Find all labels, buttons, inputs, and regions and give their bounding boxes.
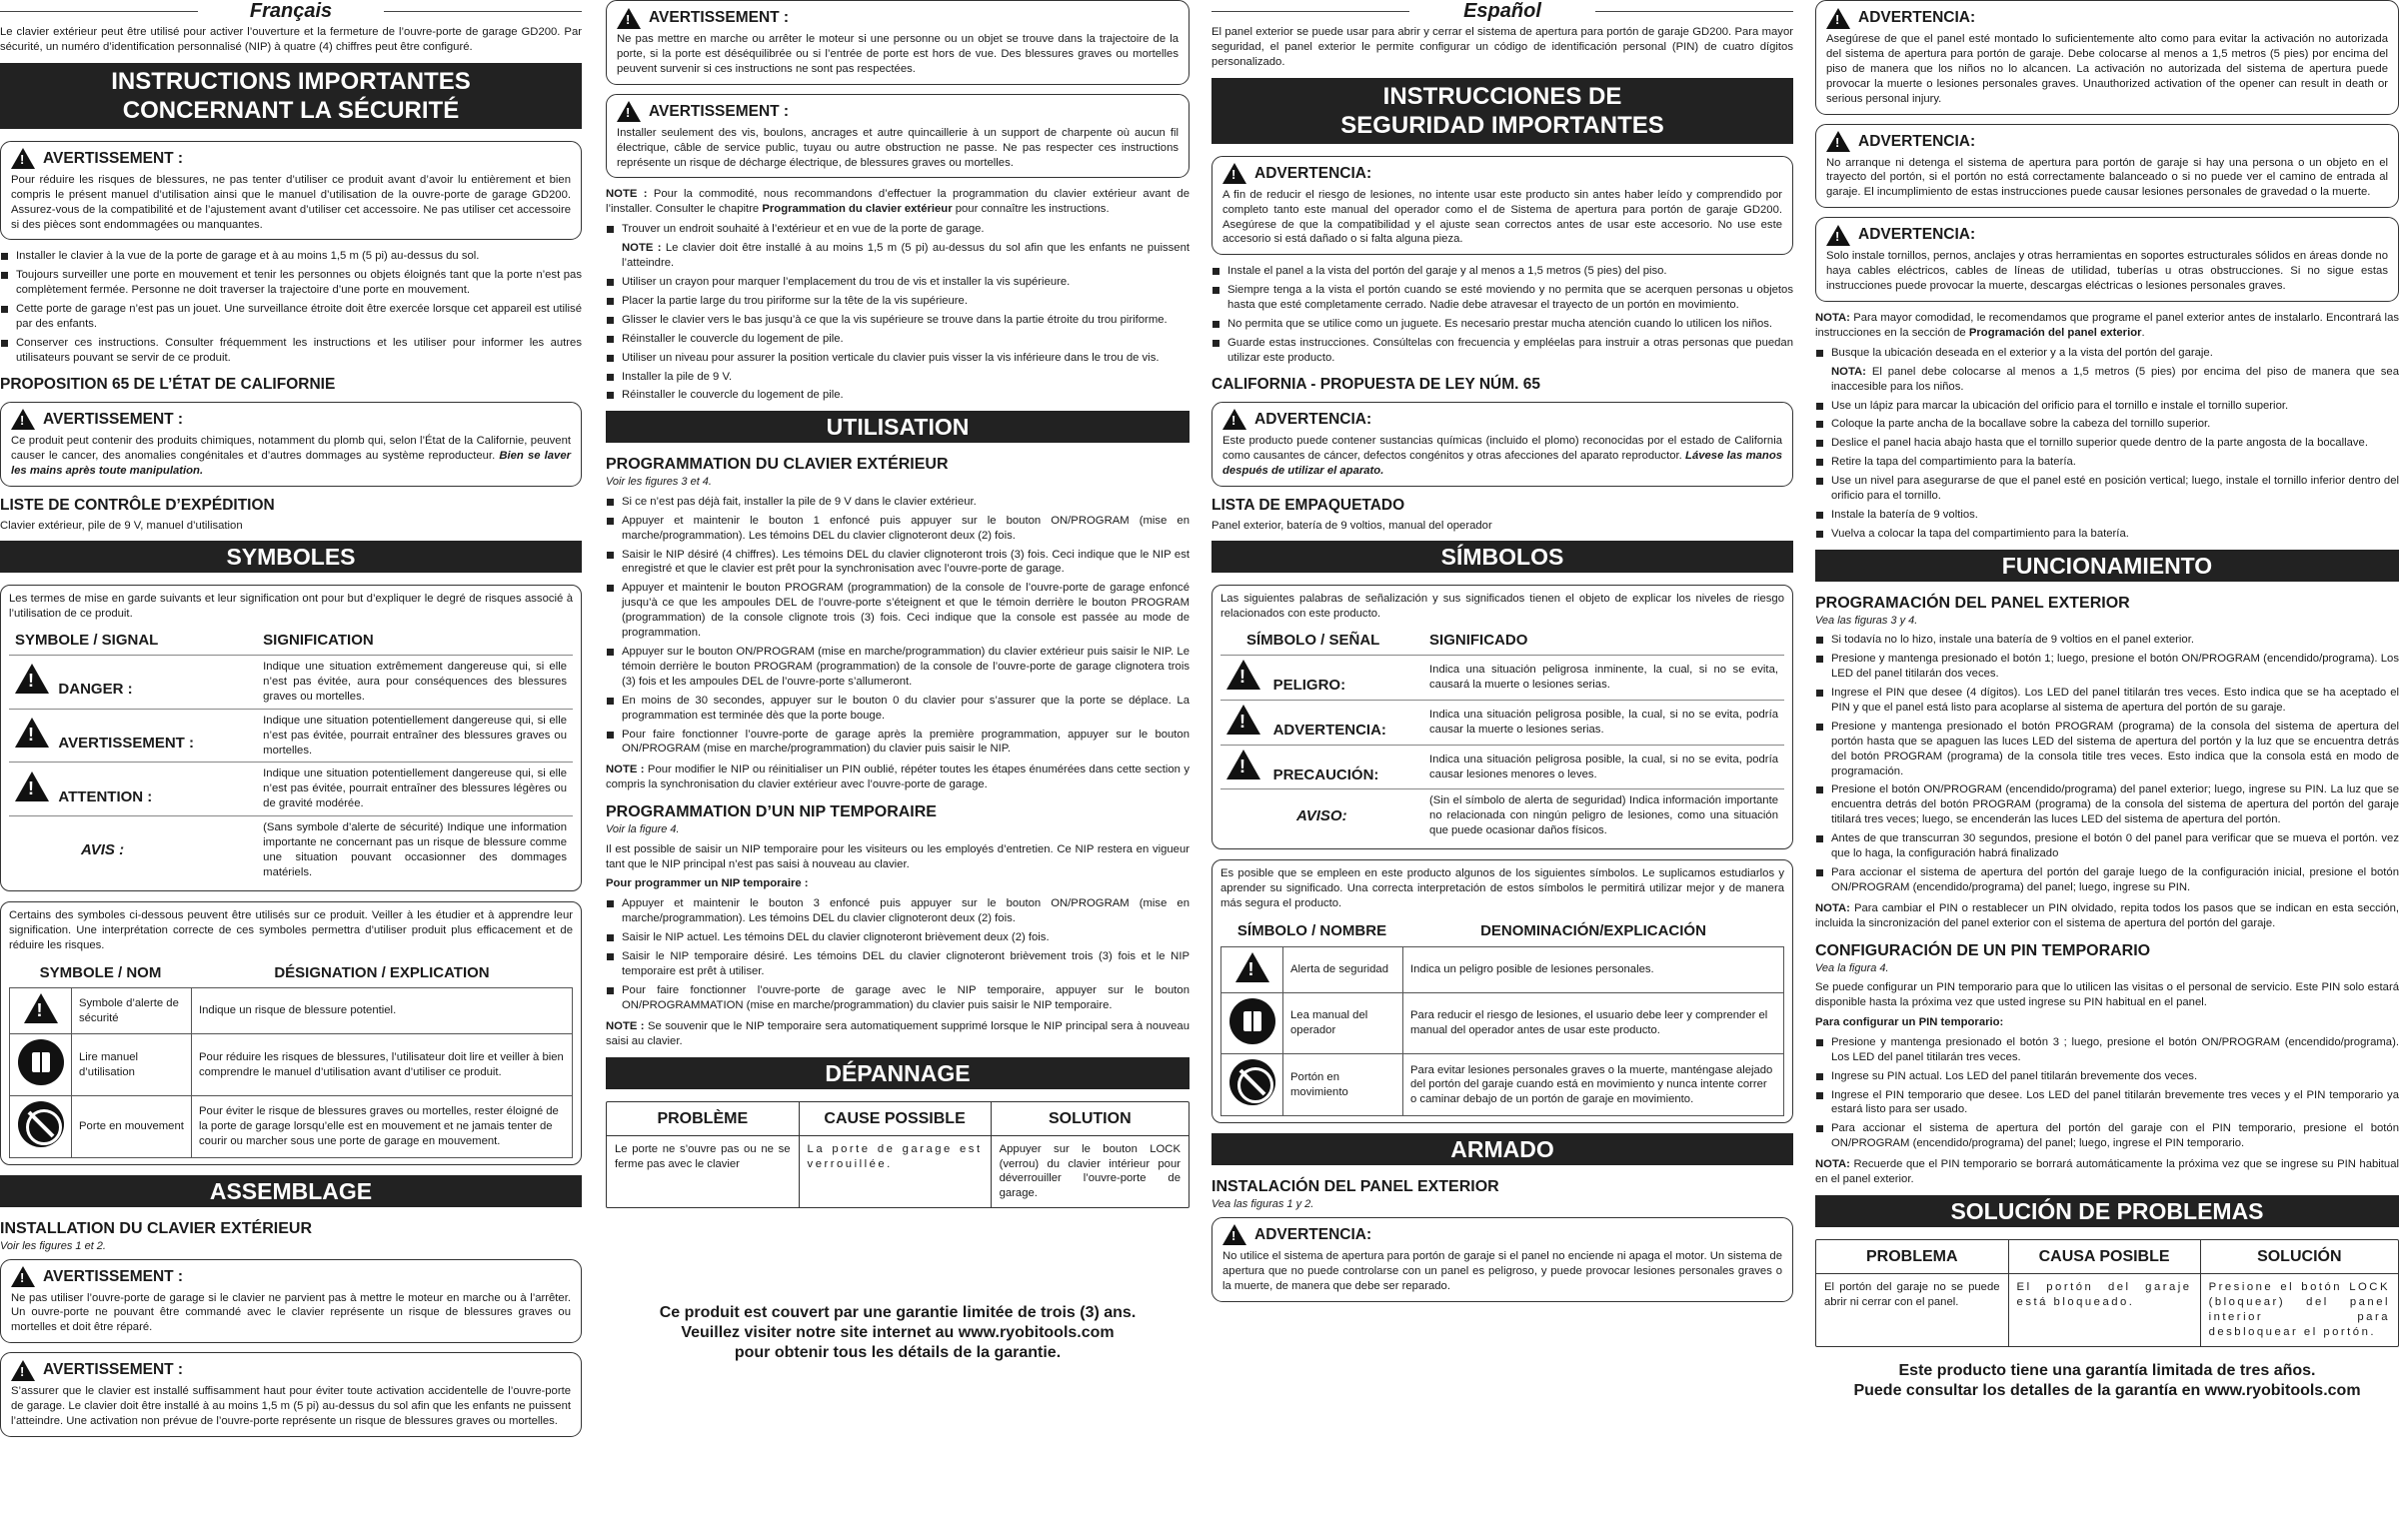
warning-triangle-icon (1226, 705, 1260, 735)
es-intro: El panel exterior se puede usar para abrir y cerrar el sistema de apertura para portón de garaje GD200. Para mayor seguridad, el panel exterior le permite configurar un código de identificación personal (PIN) de cuatro dígitos personalizado. (1211, 26, 1793, 68)
es-install-steps (1815, 346, 2399, 542)
es-warning-box: ! ADVERTENCIA: No utilice el sistema de apertura para portón de garaje si el panel no enciende ni apaga el motor. Un sistema de apertura que no puede controlarse con un panel es peligroso, y puede provocar lesiones personales graves o la muerte, de manera que debe ser reparado. (1211, 1217, 1793, 1302)
list-item: Busque la ubicación deseada en el exterior y a la vista del portón del garaje. (1815, 346, 2399, 361)
list-item: Pour faire fonctionner l’ouvre-porte de garage après la première programmation, appuyer sur le bouton ON/PROGRAM (mise en marche/programmation) du clavier puis saisir le NIP. (606, 728, 1190, 758)
list-item-note: NOTA: El panel debe colocarse al menos a 1,5 metros (5 pies) por encima del piso de manera que sea inaccesible para los niños. (1831, 365, 2399, 393)
list-item-note: NOTE : Le clavier doit être installé à au moins 1,5 m (5 pi) au-dessus du sol afin que les enfants ne puissent l’atteindre. (622, 242, 1190, 270)
list-item: Presione y mantenga presionado el botón 3 ; luego, presione el botón ON/PROGRAM (encendido/programa). Los LED del panel titilarán tres veces. (1815, 1035, 2399, 1065)
es-symbol-table-box: Es posible que se empleen en este producto algunos de los siguientes símbolos. Le suplicamos estudiarlos y aprender su significado. Una correcta interpretación de estos símbolos le permitirá utilizar mejor y de manera más segura el producto. SÍMBOLO / NOMBRE DENOMINACIÓN/EXPLICACIÓN ! Alerta de seguridad Indica un peligro posible de lesiones personales. Lea manual del operador Para reducir el riesgo de lesiones, el usuario debe leer y comprender el manual del operador antes de usar este producto. Portón en movimiento Para evitar lesiones personales graves o la muerte, manténgase alejado del portón del garaje cuando está en movimiento y nunca intente correr o caminar debajo de un portón de garaje en movimiento. (1211, 859, 1793, 1123)
list-item: Siempre tenga a la vista el portón cuando se esté moviendo y no permita que se acerquen personas u objetos hasta que esté completamente cerrado. Nadie debe atravesar el trayecto de un portón en movimiento. (1211, 283, 1793, 313)
fr-column-1: Français Le clavier extérieur peut être utilisé pour activer l’ouverture et la fermeture de l’ouvre-porte de garage GD200. Par sécurité, un numéro d’identification personnalisé (NIP) à quatre (4) chiffres peut être configuré. INSTRUCTIONS IMPORTANTES CONCERNANT LA SÉCURITÉ ! AVERTISSEMENT : Pour réduire les risques de blessures, ne pas tenter d’utiliser ce produit avant d’avoir lu entièrement et bien compris le présent manuel d’utilisation ainsi que le manuel d’utilisation de la ouvre-porte de garage GD200. Assurez-vous de la compatibilité et de l’ajustement avant d’utiliser cet accessoire. Ne pas utiliser cet accessoire si des pièces sont endommagées ou manquantes. Installer le clavier à la vue de la porte de garage et à au moins 1,5 m (5 pi) au-dessus du sol. Toujours surveiller une porte en mouvement et tenir les personnes ou objets éloignés tant que la porte n’est pas complètement fermée. Personne ne doit traverser la trajectoire d’une porte en mouvement. Cette porte de garage n’est pas un jouet. Une surveillance étroite doit être exercée lorsque cet appareil est utilisé par des enfants. Conserver ces instructions. Consulter fréquemment les instructions et les utiliser pour informer les autres utilisateurs pouvant se servir de ce produit. PROPOSITION 65 DE L’ÉTAT DE CALIFORNIE ! AVERTISSEMENT : Ce produit peut contenir des produits chimiques, notamment du plomb qui, selon l’État de la Californie, peuvent causer le cancer, des anomalies congénitales et d’autres dommages au système reproducteur. Bien se laver les mains après toute manipulation. LISTE DE CONTRÔLE D’EXPÉDITION Clavier extérieur, pile de 9 V, manuel d’utilisation SYMBOLES Les termes de mise en garde suivants et leur signification ont pour but d’expliquer le degré de risques associé à l’utilisation de ce produit. SYMBOLE / SIGNAL SIGNIFICATION ! DANGER : Indique une situation extrêmement dangereuse qui, si elle n’est pas évitée, aura pour conséquences des blessures graves ou mortelles. ! AVERTISSEMENT : Indique une situation potentiellement dangereuse qui, si elle n’est pas évitée, pourrait entraîner des blessures graves ou mortelles. ! ATTENTION : Indique une situation potentiellement dangereuse qui, si elle n’est pas évitée, pourrait entraîner des blessures légères ou de gravité modérée. AVIS : (Sans symbole d’alerte de sécurité) Indique une information importante ne concernant pas un risque de blessure comme une situation pouvant occasionner des dommages matériels. Certains des symboles ci-dessous peuvent être utilisés sur ce produit. Veiller à les étudier et à apprendre leur signification. Une interprétation correcte de ces symboles permettra d’utiliser produit plus efficacement et de réduire les risques. SYMBOLE / NOM DÉSIGNATION / EXPLICATION ! Symbole d’alerte de sécurité Indique un risque de blessure potentiel. Lire manuel d’utilisation Pour réduire les risques de blessures, l’utilisateur doit lire et veiller à bien comprendre le manuel d’utilisation avant d’utiliser ce produit. Porte en mouvement Pour éviter le risque de blessures graves ou mortelles, rester éloigné de la porte de garage lorsqu’elle est en mouvement et ne jamais tenter de courir ou marcher sous une porte de garage en mouvement. ASSEMBLAGE INSTALLATION DU CLAVIER EXTÉRIEUR Voir les figures 1 et 2. ! AVERTISSEMENT : Ne pas utiliser l’ouvre-porte de garage si le clavier ne parvient pas à mettre le moteur en marche ou à l’arrêter. Un ouvre-porte ne pouvant être commandé avec le clavier représente un risque de blessures graves ou mortelles et doit être réparé. ! AVERTISSEMENT : S’assurer que le clavier est installé suffisamment haut pour éviter toute activation accidentelle de l’ouvre-porte de garage. Le clavier doit être installé à au moins 1,5 m (5 pi) au-dessus du sol afin que les enfants ne puissent l’atteindre. Une activation non prévue de l’ouvre-porte représente un risque de blessures graves ou mortelles. (0, 0, 582, 1540)
list-item: Réinstaller le couvercle du logement de pile. (606, 388, 1190, 403)
fr-safety-banner: INSTRUCTIONS IMPORTANTES CONCERNANT LA SÉCURITÉ (0, 63, 582, 129)
warning-triangle-icon (15, 718, 49, 748)
list-item: En moins de 30 secondes, appuyer sur le bouton 0 du clavier pour s’assurer que la porte se déplace. La programmation est terminée dès que la porte bouge. (606, 694, 1190, 724)
list-item: Ingrese el PIN temporario que desee. Los LED del panel titilarán brevemente tres veces y el PIN temporario ya estará listo para ser usado. (1815, 1088, 2399, 1118)
list-item: Cette porte de garage n’est pas un jouet. Une surveillance étroite doit être exercée lorsque cet appareil est utilisé par des enfants. (0, 302, 582, 332)
list-item: Antes de que transcurran 30 segundos, presione el botón 0 del panel para verificar que se mueva el portón. vez que lo haga, la configuración habrá finalizado (1815, 831, 2399, 861)
es-assembly-banner: ARMADO (1211, 1133, 1793, 1165)
es-checklist: Panel exterior, batería de 9 voltios, manual del operador (1211, 519, 1492, 532)
list-item: Si ce n’est pas déjà fait, installer la pile de 9 V dans le clavier extérieur. (606, 495, 1190, 510)
danger-triangle-icon (15, 664, 49, 694)
es-prop65-warning: ! ADVERTENCIA: Este producto puede contener sustancias químicas (incluido el plomo) reconocidas por el estado de California como causantes de cáncer, defectos congénitos y otras afecciones del aparato reproductor. Lávese las manos después de utilizar el aparato. (1211, 402, 1793, 487)
es-checklist-title: LISTA DE EMPAQUETADO (1211, 496, 1405, 514)
warning-triangle-icon (11, 409, 35, 430)
fr-column-2: ! AVERTISSEMENT : Ne pas mettre en marche ou arrêter le moteur si une personne ou un objet se trouve dans la trajectoire de la porte, si la porte est déséquilibrée ou si l’entrée de porte est hors de vue. Des blessures graves ou mortelles peuvent survenir si ces instructions ne sont pas respectées. ! AVERTISSEMENT : Installer seulement des vis, boulons, ancrages et autre quincaillerie à un support de charpente où aucun fil électrique, câble de service public, tuyau ou autre obstruction ne passe. Ne pas respecter ces instructions représente un risque de décharge électrique, de blessures graves ou mortelles. NOTE : Pour la commodité, nous recommandons d’effectuer la programmation du clavier extérieur avant de l’installer. Consulter le chapitre Programmation du clavier extérieur pour connaître les instructions. Trouver un endroit souhaité à l’extérieur et en vue de la porte de garage. NOTE : Le clavier doit être installé à au moins 1,5 m (5 pi) au-dessus du sol afin que les enfants ne puissent l’atteindre. Utiliser un crayon pour marquer l’emplacement du trou de vis et installer la vis supérieure. Placer la partie large du trou piriforme sur la tête de la vis supérieure. Glisser le clavier vers le bas jusqu’à ce que la vis supérieure se trouve dans la partie étroite du trou piriforme. Réinstaller le couvercle du logement de pile. Utiliser un niveau pour assurer la position verticale du clavier puis visser la vis inférieure dans le trou de vis. Installer la pile de 9 V. Réinstaller le couvercle du logement de pile. UTILISATION PROGRAMMATION DU CLAVIER EXTÉRIEUR Voir les figures 3 et 4. Si ce n’est pas déjà fait, installer la pile de 9 V dans le clavier extérieur. Appuyer et maintenir le bouton 1 enfoncé puis appuyer sur le bouton ON/PROGRAM (mise en marche/programmation). Les témoins DEL du clavier clignoteront deux (2) fois. Saisir le NIP désiré (4 chiffres). Les témoins DEL du clavier clignoteront trois (3) fois. Ceci indique que le NIP est enregistré et que le clavier est prêt pour la synchronisation avec l’ouvre-porte de garage. Appuyer et maintenir le bouton PROGRAM (programmation) de la console de l’ouvre-porte de garage enfoncé jusqu’à ce que les ampoules DEL de l’ouvre-porte s’éteignent et que le témoin derrière le bouton PROGRAM (programmation) de la console clignote trois (3) fois. Ceci indique que la console est passée au mode de programmation. Appuyer sur le bouton ON/PROGRAM (mise en marche/programmation) du clavier extérieur puis saisir le NIP. Le témoin derrière le bouton PROGRAM (programmation) de la console de l’ouvre-porte de garage clignotera trois (3) fois et les ampoules DEL de l’ouvre-porte s’allumeront. En moins de 30 secondes, appuyer sur le bouton 0 du clavier pour s’assurer que la porte se déplace. La programmation est terminée dès que la porte bouge. Pour faire fonctionner l’ouvre-porte de garage après la première programmation, appuyer sur le bouton ON/PROGRAM (mise en marche/programmation) du clavier puis saisir le NIP. NOTE : Pour modifier le NIP ou réinitialiser un PIN oublié, répéter toutes les étapes énumérées dans cette section y compris la synchronisation du clavier extérieur avec l’ouvre-porte de garage. PROGRAMMATION D’UN NIP TEMPORAIRE Voir la figure 4. Il est possible de saisir un NIP temporaire pour les visiteurs ou les employés d’entretien. Ce NIP restera en vigueur tant que le NIP principal n’est pas saisi à nouveau au clavier. Pour programmer un NIP temporaire : Appuyer et maintenir le bouton 3 enfoncé puis appuyer sur le bouton ON/PROGRAM (mise en marche/programmation). Les témoins DEL du clavier clignoteront deux (2) fois. Saisir le NIP actuel. Les témoins DEL du clavier clignoteront brièvement deux (2) fois. Saisir le NIP temporaire désiré. Les témoins DEL du clavier clignoteront brièvement trois (3) fois et le NIP temporaire est prêt à utiliser. Pour faire fonctionner l’ouvre-porte de garage avec le NIP temporaire, appuyer sur le bouton ON/PROGRAMMATION (mise en marche/programmation) du clavier puis saisir le NIP temporaire. NOTE : Se souvenir que le NIP temporaire sera automatiquement supprimé lorsque le NIP principal sera à nouveau saisi au clavier. DÉPANNAGE PROBLÈME CAUSE POSSIBLE SOLUTION Le porte ne s’ouvre pas ou ne se ferme pas avec le clavier La porte de garage est verrouillée. Appuyer sur le bouton LOCK (verrou) du clavier intérieur pour déverrouiller l’ouvre-porte de garage. Ce produit est couvert par une garantie limitée de trois (3) ans. Veuillez visiter notre site internet au www.ryobitools.com pour obtenir tous les détails de la garantie. (606, 0, 1190, 1540)
table-row: Le porte ne s’ouvre pas ou ne se ferme pas avec le clavier La porte de garage est verrouillée. Appuyer sur le bouton LOCK (verrou) du clavier intérieur pour déverrouiller l’ouvre-porte de garage. (607, 1135, 1189, 1207)
es-signal-table: SÍMBOLO / SEÑAL SIGNIFICADO ! PELIGRO: Indica una situación peligrosa inminente, la cual, si no se evita, causará la muerte o lesiones serias. ! ADVERTENCIA: Indica una situación peligrosa posible, la cual, si no se evita, podría causar la muerte o lesiones serias. ! PRECAUCIÓN: Indica una situación peligrosa posible, la cual, si no se evita, podría causar lesiones menores o leves. AVISO: (Sin el símbolo de alerta de seguridad) Indica información importante no relacionada con ningún peligro de lesiones, como una situación que puede ocasionar daños físicos. (1220, 627, 1784, 842)
warning-triangle-icon (1826, 225, 1850, 246)
warning-triangle-icon (11, 148, 35, 169)
list-item: Saisir le NIP actuel. Les témoins DEL du clavier clignoteront brièvement deux (2) fois. (606, 930, 1190, 945)
caution-triangle-icon (15, 771, 49, 801)
read-manual-icon (1229, 998, 1275, 1044)
es-temp-pin-note: NOTA: Recuerde que el PIN temporario se borrará automáticamente la próxima vez que se ingrese su PIN habitual en el panel exterior. (1815, 1158, 2399, 1186)
warning-triangle-icon (1222, 163, 1246, 184)
fr-temp-pin-note: NOTE : Se souvenir que le NIP temporaire sera automatiquement supprimé lorsque le NIP principal sera à nouveau saisi au clavier. (606, 1019, 1190, 1047)
es-programming-title: PROGRAMACIÓN DEL PANEL EXTERIOR (1815, 594, 2130, 612)
fr-warning-box: ! AVERTISSEMENT : Installer seulement des vis, boulons, ancrages et autre quincaillerie à un support de charpente où aucun fil électrique, câble de service public, tuyau ou autre obstruction ne passe. Ne pas respecter ces instructions représente un risque de décharge électrique, de blessures graves ou mortelles. (606, 94, 1190, 179)
fr-symbol-table-box: Certains des symboles ci-dessous peuvent être utilisés sur ce produit. Veiller à les étudier et à apprendre leur signification. Une interprétation correcte de ces symboles permettra d’utiliser produit plus efficacement et de réduire les risques. SYMBOLE / NOM DÉSIGNATION / EXPLICATION ! Symbole d’alerte de sécurité Indique un risque de blessure potentiel. Lire manuel d’utilisation Pour réduire les risques de blessures, l’utilisateur doit lire et veiller à bien comprendre le manuel d’utilisation avant d’utiliser ce produit. Porte en mouvement Pour éviter le risque de blessures graves ou mortelles, rester éloigné de la porte de garage lorsqu’elle est en mouvement et ne jamais tenter de courir ou marcher sous une porte de garage en mouvement. (0, 901, 582, 1165)
fr-warning-box: ! AVERTISSEMENT : Pour réduire les risques de blessures, ne pas tenter d’utiliser ce produit avant d’avoir lu entièrement et bien compris le présent manuel d’utilisation ainsi que le manuel d’utilisation de la ouvre-porte de garage GD200. Assurez-vous de la compatibilité et de l’ajustement avant d’utiliser cet accessoire. Ne pas utiliser cet accessoire si des pièces sont endommagées ou manquantes. (0, 141, 582, 241)
es-warning-box: ! ADVERTENCIA: Asegúrese de que el panel esté montado lo suficientemente alto como para evitar la activación no autorizada del sistema de apertura para portón de garaje. Debe colocarse al menos a 1,5 metros (5 pies) por encima del piso de manera que los niños no lo alcancen. La activación no autorizada del sistema de apertura puede provocar la muerte o lesiones personales graves. Unauthorized activation of the opener can result in death or serious personal injury. (1815, 0, 2399, 115)
fr-programming-title: PROGRAMMATION DU CLAVIER EXTÉRIEUR (606, 456, 949, 474)
list-item: Appuyer sur le bouton ON/PROGRAM (mise en marche/programmation) du clavier extérieur puis saisir le NIP. Le témoin derrière le bouton PROGRAM (programmation) de la console de l’ouvre-porte de garage clignotera trois (3) fois et les ampoules DEL de l’ouvre-porte s’allumeront. (606, 645, 1190, 690)
fr-programming-steps (606, 495, 1190, 758)
fr-safety-list (0, 249, 582, 365)
list-item: Glisser le clavier vers le bas jusqu’à ce que la vis supérieure se trouve dans la partie étroite du trou piriforme. (606, 313, 1190, 328)
fr-signal-table: SYMBOLE / SIGNAL SIGNIFICATION ! DANGER : Indique une situation extrêmement dangereuse qui, si elle n’est pas évitée, aura pour conséquences des blessures graves ou mortelles. ! AVERTISSEMENT : Indique une situation potentiellement dangereuse qui, si elle n’est pas évitée, pourrait entraîner des blessures graves ou mortelles. ! ATTENTION : Indique une situation potentiellement dangereuse qui, si elle n’est pas évitée, pourrait entraîner des blessures légères ou de gravité modérée. AVIS : (Sans symbole d’alerte de sécurité) Indique une information importante ne concernant pas un risque de blessure comme une situation pouvant occasionner des dommages matériels. (9, 627, 573, 884)
list-item: Ingrese el PIN que desee (4 dígitos). Los LED del panel titilarán tres veces. Esto indica que se ha aceptado el PIN y que el panel está listo para acoplarse al sistema de apertura del portón de su garaje. (1815, 686, 2399, 716)
list-item: Use un nivel para asegurarse de que el panel esté en posición vertical; luego, instale el tornillo inferior dentro del orificio para el tornillo. (1815, 474, 2399, 504)
list-item: Trouver un endroit souhaité à l’extérieur et en vue de la porte de garage. (606, 222, 1190, 237)
moving-door-icon (18, 1101, 64, 1147)
es-warning-box: ! ADVERTENCIA: A fin de reducir el riesgo de lesiones, no intente usar este producto sin antes haber leído y comprendido por completo tanto este manual del operador como el de Sistema de apertura para portón de garaje GD200. Asegúrese de que la compatibilidad y el ajuste sean correctos antes de usar este accesorio. No use este accesorio si está dañado o si falta alguna pieza. (1211, 156, 1793, 256)
fr-warning-box: ! AVERTISSEMENT : Ne pas mettre en marche ou arrêter le moteur si une personne ou un objet se trouve dans la trajectoire de la porte, si la porte est déséquilibrée ou si l’entrée de porte est hors de vue. Des blessures graves ou mortelles peuvent survenir si ces instructions ne sont pas respectées. (606, 0, 1190, 85)
list-item: Conserver ces instructions. Consulter fréquemment les instructions et les utiliser pour informer les autres utilisateurs pouvant se servir de ce produit. (0, 336, 582, 366)
fr-symbols-banner: SYMBOLES (0, 541, 582, 573)
list-item: Si todavía no lo hizo, instale una batería de 9 voltios en el panel exterior. (1815, 633, 2399, 648)
moving-door-icon (1229, 1059, 1275, 1105)
list-item: Toujours surveiller une porte en mouvement et tenir les personnes ou objets éloignés tant que la porte n’est pas complètement fermée. Personne ne doit traverser la trajectoire d’une porte en mouvement. (0, 268, 582, 298)
es-troubleshooting-table-box (1815, 1239, 2399, 1347)
fr-programming-note: NOTE : Pour modifier le NIP ou réinitialiser un PIN oublié, répéter toutes les étapes énumérées dans cette section y compris la synchronisation du clavier extérieur avec l’ouvre-porte de garage. (606, 764, 1190, 791)
list-item: Vuelva a colocar la tapa del compartimiento para la batería. (1815, 527, 2399, 542)
list-item: Use un lápiz para marcar la ubicación del orificio para el tornillo e instale el tornillo superior. (1815, 399, 2399, 414)
es-troubleshooting-banner: SOLUCIÓN DE PROBLEMAS (1815, 1195, 2399, 1227)
list-item: Ingrese su PIN actual. Los LED del panel titilarán brevemente dos veces. (1815, 1069, 2399, 1084)
es-column-1: Español El panel exterior se puede usar para abrir y cerrar el sistema de apertura para portón de garaje GD200. Para mayor seguridad, el panel exterior le permite configurar un código de identificación personal (PIN) de cuatro dígitos personalizado. INSTRUCCIONES DE SEGURIDAD IMPORTANTES ! ADVERTENCIA: A fin de reducir el riesgo de lesiones, no intente usar este producto sin antes haber leído y comprendido por completo tanto este manual del operador como el de Sistema de apertura para portón de garaje GD200. Asegúrese de que la compatibilidad y el ajuste sean correctos antes de usar este accesorio. No use este accesorio si está dañado o si falta alguna pieza. Instale el panel a la vista del portón del garaje y al menos a 1,5 metros (5 pies) del piso. Siempre tenga a la vista el portón cuando se esté moviendo y no permita que se acerquen personas u objetos hasta que esté completamente cerrado. Nadie debe atravesar el trayecto de un portón en movimiento. No permita que se utilice como un juguete. Es necesario prestar mucha atención cuando lo utilicen los niños. Guarde estas instrucciones. Consúltelas con frecuencia y empléelas para instruir a otras personas que puedan utilizar este producto. CALIFORNIA - PROPUESTA DE LEY NÚM. 65 ! ADVERTENCIA: Este producto puede contener sustancias químicas (incluido el plomo) reconocidas por el estado de California como causantes de cáncer, defectos congénitos y otras afecciones del aparato reproductor. Lávese las manos después de utilizar el aparato. LISTA DE EMPAQUETADO Panel exterior, batería de 9 voltios, manual del operador SÍMBOLOS Las siguientes palabras de señalización y sus significados tienen el objeto de explicar los niveles de riesgo relacionados con este producto. SÍMBOLO / SEÑAL SIGNIFICADO ! PELIGRO: Indica una situación peligrosa inminente, la cual, si no se evita, causará la muerte o lesiones serias. ! ADVERTENCIA: Indica una situación peligrosa posible, la cual, si no se evita, podría causar la muerte o lesiones serias. ! PRECAUCIÓN: Indica una situación peligrosa posible, la cual, si no se evita, podría causar lesiones menores o leves. AVISO: (Sin el símbolo de alerta de seguridad) Indica información importante no relacionada con ningún peligro de lesiones, como una situación que puede ocasionar daños físicos. Es posible que se empleen en este producto algunos de los siguientes símbolos. Le suplicamos estudiarlos y aprender su significado. Una correcta interpretación de estos símbolos le permitirá utilizar mejor y de manera más segura el producto. SÍMBOLO / NOMBRE DENOMINACIÓN/EXPLICACIÓN ! Alerta de seguridad Indica un peligro posible de lesiones personales. Lea manual del operador Para reducir el riesgo de lesiones, el usuario debe leer y comprender el manual del operador antes de usar este producto. Portón en movimiento Para evitar lesiones personales graves o la muerte, manténgase alejado del portón del garaje cuando está en movimiento y nunca intente correr o caminar debajo de un portón de garaje en movimiento. ARMADO INSTALACIÓN DEL PANEL EXTERIOR Vea las figuras 1 y 2. ! ADVERTENCIA: No utilice el sistema de apertura para portón de garaje si el panel no enciende ni apaga el motor. Un sistema de apertura que no puede controlarse con un panel es peligroso, y puede provocar lesiones personales graves o la muerte, de manera que debe ser reparado. (1211, 0, 1793, 1540)
list-item: Appuyer et maintenir le bouton PROGRAM (programmation) de la console de l’ouvre-porte de garage enfoncé jusqu’à ce que les ampoules DEL de l’ouvre-porte s’éteignent et que le témoin derrière le bouton PROGRAM (programmation) de la console clignote trois (3) fois. Ceci indique que la console est passée au mode de programmation. (606, 581, 1190, 641)
warning-triangle-icon (11, 1360, 35, 1381)
list-item: No permita que se utilice como un juguete. Es necesario prestar mucha atención cuando lo utilicen los niños. (1211, 317, 1793, 332)
fr-language-heading: Français (0, 0, 582, 22)
es-prop65-title: CALIFORNIA - PROPUESTA DE LEY NÚM. 65 (1211, 375, 1540, 393)
es-symbol-table: SÍMBOLO / NOMBRE DENOMINACIÓN/EXPLICACIÓN ! Alerta de seguridad Indica un peligro posible de lesiones personales. Lea manual del operador Para reducir el riesgo de lesiones, el usuario debe leer y comprender el manual del operador antes de usar este producto. Portón en movimiento Para evitar lesiones personales graves o la muerte, manténgase alejado del portón del garaje cuando está en movimiento y nunca intente correr o caminar debajo de un portón de garaje en movimiento. (1220, 916, 1784, 1117)
warning-triangle-icon (617, 8, 641, 29)
list-item: Instale la batería de 9 voltios. (1815, 508, 2399, 523)
fr-install-note: NOTE : Pour la commodité, nous recommandons d’effectuer la programmation du clavier extérieur avant de l’installer. Consulter le chapitre Programmation du clavier extérieur pour connaître les instructions. (606, 188, 1190, 216)
list-item: Installer la pile de 9 V. (606, 370, 1190, 385)
fr-assembly-banner: ASSEMBLAGE (0, 1175, 582, 1207)
list-item: Instale el panel a la vista del portón del garaje y al menos a 1,5 metros (5 pies) del piso. (1211, 264, 1793, 279)
list-item: Coloque la parte ancha de la bocallave sobre la cabeza del tornillo superior. (1815, 417, 2399, 432)
fr-checklist-title: LISTE DE CONTRÔLE D’EXPÉDITION (0, 496, 275, 514)
es-install-note: NOTA: Para mayor comodidad, le recomendamos que programe el panel exterior antes de instalarlo. Encontrará las instrucciones en la sección de Programación del panel exterior. (1815, 311, 2399, 339)
es-install-title: INSTALACIÓN DEL PANEL EXTERIOR (1211, 1178, 1499, 1196)
fr-checklist: Clavier extérieur, pile de 9 V, manuel d’utilisation (0, 519, 243, 532)
list-item: Para accionar el sistema de apertura del portón del garaje con el PIN temporario, presione el botón ON/PROGRAM (encendido/programa) del panel; luego, ingrese el PIN temporario. (1815, 1121, 2399, 1151)
es-safety-banner: INSTRUCCIONES DE SEGURIDAD IMPORTANTES (1211, 78, 1793, 144)
fr-troubleshooting-table: PROBLÈME CAUSE POSSIBLE SOLUTION Le porte ne s’ouvre pas ou ne se ferme pas avec le clavier La porte de garage est verrouillée. Appuyer sur le bouton LOCK (verrou) du clavier intérieur pour déverrouiller l’ouvre-porte de garage. (607, 1102, 1189, 1208)
list-item: Deslice el panel hacia abajo hasta que el tornillo superior quede dentro de la parte angosta de la bocallave. (1815, 436, 2399, 451)
fr-prop65-title: PROPOSITION 65 DE L’ÉTAT DE CALIFORNIE (0, 375, 336, 393)
list-item: Saisir le NIP temporaire désiré. Les témoins DEL du clavier clignoteront brièvement trois (3) fois et le NIP temporaire est prêt à utiliser. (606, 949, 1190, 979)
table-row: El portón del garaje no se puede abrir ni cerrar con el panel. El portón del garaje está bloqueado. Presione el botón LOCK (bloquear) del panel interior para desbloquear el portón. (1816, 1274, 2398, 1346)
list-item: Placer la partie large du trou piriforme sur la tête de la vis supérieure. (606, 294, 1190, 309)
list-item: Presione y mantenga presionado el botón PROGRAM (programa) de la consola del sistema de apertura del portón hasta que se apaguen las luces LED del sistema de apertura del portón y la luz que se encuentra detrás del botón PROGRAM (programa) de la consola titile tres veces. Esto indica que la consola está en modo de programación. (1815, 720, 2399, 779)
fr-install-steps (606, 222, 1190, 403)
warning-triangle-icon (1826, 131, 1850, 152)
es-temp-pin-title: CONFIGURACIÓN DE UN PIN TEMPORARIO (1815, 941, 2151, 959)
es-language-heading: Español (1211, 0, 1793, 22)
safety-alert-icon (1235, 952, 1269, 982)
es-troubleshooting-table: PROBLEMA CAUSA POSIBLE SOLUCIÓN El portón del garaje no se puede abrir ni cerrar con el panel. El portón del garaje está bloqueado. Presione el botón LOCK (bloquear) del panel interior para desbloquear el portón. (1816, 1240, 2398, 1346)
fr-prop65-warning: ! AVERTISSEMENT : Ce produit peut contenir des produits chimiques, notamment du plomb qui, selon l’État de la Californie, peuvent causer le cancer, des anomalies congénitales et d’autres dommages au système reproducteur. Bien se laver les mains après toute manipulation. (0, 402, 582, 487)
danger-triangle-icon (1226, 660, 1260, 690)
warning-triangle-icon (1826, 8, 1850, 29)
list-item: Réinstaller le couvercle du logement de pile. (606, 332, 1190, 347)
fr-install-title: INSTALLATION DU CLAVIER EXTÉRIEUR (0, 1220, 312, 1238)
list-item: Saisir le NIP désiré (4 chiffres). Les témoins DEL du clavier clignoteront trois (3) fois. Ceci indique que le NIP est enregistré et que le clavier est prêt pour la synchronisation avec l’ouvre-porte de garage. (606, 548, 1190, 578)
es-temp-pin-steps (1815, 1035, 2399, 1151)
read-manual-icon (18, 1039, 64, 1085)
list-item: Utiliser un niveau pour assurer la position verticale du clavier puis visser la vis inférieure dans le trou de vis. (606, 351, 1190, 366)
es-programming-steps (1815, 633, 2399, 895)
fr-temp-pin-steps (606, 896, 1190, 1012)
list-item: Para accionar el sistema de apertura del portón del garaje luego de la configuración inicial, presione el botón ON/PROGRAM (encendido/programa) del panel; luego, ingrese su PIN. (1815, 865, 2399, 895)
fr-troubleshooting-table-box (606, 1101, 1190, 1209)
fr-warning-box: ! AVERTISSEMENT : S’assurer que le clavier est installé suffisamment haut pour éviter toute activation accidentelle de l’ouvre-porte de garage. Le clavier doit être installé à au moins 1,5 m (5 pi) au-dessus du sol afin que les enfants ne puissent l’atteindre. Une activation non prévue de l’ouvre-porte représente un risque de blessures graves ou mortelles. (0, 1352, 582, 1437)
list-item: Presione el botón ON/PROGRAM (encendido/programa) del panel exterior; luego, ingrese su PIN. La luz que se encuentra detrás del botón PROGRAM (programa) de la consola del sistema de apertura del portón del garaje titilará tres veces; luego, se encenderán las luces LED del sistema de apertura del portón. (1815, 782, 2399, 827)
fr-operation-banner: UTILISATION (606, 411, 1190, 443)
fr-temp-pin-title: PROGRAMMATION D’UN NIP TEMPORAIRE (606, 803, 937, 821)
es-signal-table-box: Las siguientes palabras de señalización y sus significados tienen el objeto de explicar los niveles de riesgo relacionados con este producto. SÍMBOLO / SEÑAL SIGNIFICADO ! PELIGRO: Indica una situación peligrosa inminente, la cual, si no se evita, causará la muerte o lesiones serias. ! ADVERTENCIA: Indica una situación peligrosa posible, la cual, si no se evita, podría causar la muerte o lesiones serias. ! PRECAUCIÓN: Indica una situación peligrosa posible, la cual, si no se evita, podría causar lesiones menores o leves. AVISO: (Sin el símbolo de alerta de seguridad) Indica información importante no relacionada con ningún peligro de lesiones, como una situación que puede ocasionar daños físicos. (1211, 585, 1793, 849)
es-warning-box: ! ADVERTENCIA: No arranque ni detenga el sistema de apertura para portón de garaje si hay una persona o un objeto en el trayecto del portón, si el portón no está correctamente balanceado o si no puede ver el camino de entrada al garaje. El incumplimiento de estas instrucciones puede causar lesiones personales de gravedad o la muerte. (1815, 124, 2399, 209)
fr-intro: Le clavier extérieur peut être utilisé pour activer l’ouverture et la fermeture de l’ouvre-porte de garage GD200. Par sécurité, un numéro d’identification personnalisé (NIP) à quatre (4) chiffres peut être configuré. (0, 26, 582, 53)
es-symbols-banner: SÍMBOLOS (1211, 541, 1793, 573)
warning-triangle-icon (11, 1266, 35, 1287)
list-item: Installer le clavier à la vue de la porte de garage et à au moins 1,5 m (5 pi) au-dessus du sol. (0, 249, 582, 264)
list-item: Appuyer et maintenir le bouton 1 enfoncé puis appuyer sur le bouton ON/PROGRAM (mise en marche/programmation). Les témoins DEL du clavier clignoteront deux (2) fois. (606, 514, 1190, 544)
list-item: Retire la tapa del compartimiento para la batería. (1815, 455, 2399, 470)
safety-alert-icon (24, 993, 58, 1023)
fr-troubleshooting-banner: DÉPANNAGE (606, 1057, 1190, 1089)
fr-warning-box: ! AVERTISSEMENT : Ne pas utiliser l’ouvre-porte de garage si le clavier ne parvient pas à mettre le moteur en marche ou à l’arrêter. Un ouvre-porte ne pouvant être commandé avec le clavier représente un risque de blessures graves ou mortelles et doit être réparé. (0, 1259, 582, 1344)
fr-warranty: Ce produit est couvert par une garantie limitée de trois (3) ans. Veuillez visiter notre site internet au www.ryobitools.com pour obtenir tous les détails de la garantie. (659, 1304, 1137, 1362)
list-item: Guarde estas instrucciones. Consúltelas con frecuencia y empléelas para instruir a otras personas que puedan utilizar este producto. (1211, 336, 1793, 366)
warning-triangle-icon (1222, 409, 1246, 430)
es-operation-banner: FUNCIONAMIENTO (1815, 550, 2399, 582)
fr-signal-table-box: Les termes de mise en garde suivants et leur signification ont pour but d’expliquer le degré de risques associé à l’utilisation de ce produit. SYMBOLE / SIGNAL SIGNIFICATION ! DANGER : Indique une situation extrêmement dangereuse qui, si elle n’est pas évitée, aura pour conséquences des blessures graves ou mortelles. ! AVERTISSEMENT : Indique une situation potentiellement dangereuse qui, si elle n’est pas évitée, pourrait entraîner des blessures graves ou mortelles. ! ATTENTION : Indique une situation potentiellement dangereuse qui, si elle n’est pas évitée, pourrait entraîner des blessures légères ou de gravité modérée. AVIS : (Sans symbole d’alerte de sécurité) Indique une information importante ne concernant pas un risque de blessure comme une situation pouvant occasionner des dommages matériels. (0, 585, 582, 890)
list-item: Appuyer et maintenir le bouton 3 enfoncé puis appuyer sur le bouton ON/PROGRAM (mise en marche/programmation). Les témoins DEL du clavier clignoteront deux (2) fois. (606, 896, 1190, 926)
list-item: Utiliser un crayon pour marquer l’emplacement du trou de vis et installer la vis supérieure. (606, 275, 1190, 290)
es-safety-list (1211, 264, 1793, 365)
warning-triangle-icon (617, 101, 641, 122)
es-programming-note: NOTA: Para cambiar el PIN o restablecer un PIN olvidado, repita todos los pasos que se indican en esta sección, incluida la sincronización del panel exterior con el sistema de apertura del portón del garaje. (1815, 901, 2399, 929)
caution-triangle-icon (1226, 750, 1260, 779)
list-item: Presione y mantenga presionado el botón 1; luego, presione el botón ON/PROGRAM (encendido/programa). Los LED del panel titilarán dos veces. (1815, 652, 2399, 682)
fr-symbol-table: SYMBOLE / NOM DÉSIGNATION / EXPLICATION ! Symbole d’alerte de sécurité Indique un risque de blessure potentiel. Lire manuel d’utilisation Pour réduire les risques de blessures, l’utilisateur doit lire et veiller à bien comprendre le manuel d’utilisation avant d’utiliser ce produit. Porte en mouvement Pour éviter le risque de blessures graves ou mortelles, rester éloigné de la porte de garage lorsqu’elle est en mouvement et ne jamais tenter de courir ou marcher sous une porte de garage en mouvement. (9, 958, 573, 1159)
es-column-2: ! ADVERTENCIA: Asegúrese de que el panel esté montado lo suficientemente alto como para evitar la activación no autorizada del sistema de apertura para portón de garaje. Debe colocarse al menos a 1,5 metros (5 pies) por encima del piso de manera que los niños no lo alcancen. La activación no autorizada del sistema de apertura puede provocar la muerte o lesiones personales graves. Unauthorized activation of the opener can result in death or serious personal injury. ! ADVERTENCIA: No arranque ni detenga el sistema de apertura para portón de garaje si hay una persona o un objeto en el trayecto del portón, si el portón no está correctamente balanceado o si no puede ver el camino de entrada al garaje. El incumplimiento de estas instrucciones puede causar lesiones personales de gravedad o la muerte. ! ADVERTENCIA: Solo instale tornillos, pernos, anclajes y otras herramientas en soportes estructurales sólidos en áreas donde no haya cables eléctricos, cables de líneas de utilidad, tuberías u otras obstrucciones. Si no sigue estas instrucciones puede provocar la muerte, descargas eléctricas o lesiones personales graves. NOTA: Para mayor comodidad, le recomendamos que programe el panel exterior antes de instalarlo. Encontrará las instrucciones en la sección de Programación del panel exterior. Busque la ubicación deseada en el exterior y a la vista del portón del garaje. NOTA: El panel debe colocarse al menos a 1,5 metros (5 pies) por encima del piso de manera que sea inaccesible para los niños. Use un lápiz para marcar la ubicación del orificio para el tornillo e instale el tornillo superior. Coloque la parte ancha de la bocallave sobre la cabeza del tornillo superior. Deslice el panel hacia abajo hasta que el tornillo superior quede dentro de la parte angosta de la bocallave. Retire la tapa del compartimiento para la batería. Use un nivel para asegurarse de que el panel esté en posición vertical; luego, instale el tornillo inferior dentro del orificio para el tornillo. Instale la batería de 9 voltios. Vuelva a colocar la tapa del compartimiento para la batería. FUNCIONAMIENTO PROGRAMACIÓN DEL PANEL EXTERIOR Vea las figuras 3 y 4. Si todavía no lo hizo, instale una batería de 9 voltios en el panel exterior. Presione y mantenga presionado el botón 1; luego, presione el botón ON/PROGRAM (encendido/programa). Los LED del panel titilarán dos veces. Ingrese el PIN que desee (4 dígitos). Los LED del panel titilarán tres veces. Esto indica que se ha aceptado el PIN y que el panel está listo para acoplarse al sistema de apertura del portón de su garaje. Presione y mantenga presionado el botón PROGRAM (programa) de la consola del sistema de apertura del portón hasta que se apaguen las luces LED del sistema de apertura del portón y la luz que se encuentra detrás del botón PROGRAM (programa) de la consola titile tres veces. Esto indica que la consola está en modo de programación. Presione el botón ON/PROGRAM (encendido/programa) del panel exterior; luego, ingrese su PIN. La luz que se encuentra detrás del botón PROGRAM (programa) de la consola del sistema de apertura del portón del garaje titilará tres veces; luego, se encenderán las luces LED del sistema de apertura del portón. Antes de que transcurran 30 segundos, presione el botón 0 del panel para verificar que se mueva el portón. vez que lo haga, la configuración habrá finalizado Para accionar el sistema de apertura del portón del garaje luego de la configuración inicial, presione el botón ON/PROGRAM (encendido/programa) del panel; luego, ingrese su PIN. NOTA: Para cambiar el PIN o restablecer un PIN olvidado, repita todos los pasos que se indican en esta sección, incluida la sincronización del panel exterior con el sistema de apertura del portón del garaje. CONFIGURACIÓN DE UN PIN TEMPORARIO Vea la figura 4. Se puede configurar un PIN temporario para que lo utilicen las visitas o el personal de servicio. Este PIN solo estará disponible hasta la próxima vez que usted ingrese su PIN habitual en el panel. Para configurar un PIN temporario: Presione y mantenga presionado el botón 3 ; luego, presione el botón ON/PROGRAM (encendido/programa). Los LED del panel titilarán tres veces. Ingrese su PIN actual. Los LED del panel titilarán brevemente dos veces. Ingrese el PIN temporario que desee. Los LED del panel titilarán brevemente tres veces y el PIN temporario ya estará listo para ser usado. Para accionar el sistema de apertura del portón del garaje con el PIN temporario, presione el botón ON/PROGRAM (encendido/programa) del panel; luego, ingrese el PIN temporario. NOTA: Recuerde que el PIN temporario se borrará automáticamente la próxima vez que se ingrese su PIN habitual en el panel exterior. SOLUCIÓN DE PROBLEMAS PROBLEMA CAUSA POSIBLE SOLUCIÓN El portón del garaje no se puede abrir ni cerrar con el panel. El portón del garaje está bloqueado. Presione el botón LOCK (bloquear) del panel interior para desbloquear el portón. Este producto tiene una garantía limitada de tres años. Puede consultar los detalles de la garantía en www.ryobitools.com (1815, 0, 2399, 1540)
es-warning-box: ! ADVERTENCIA: Solo instale tornillos, pernos, anclajes y otras herramientas en soportes estructurales sólidos en áreas donde no haya cables eléctricos, cables de líneas de utilidad, tuberías u otras obstrucciones. Si no sigue estas instrucciones puede provocar la muerte, descargas eléctricas o lesiones personales graves. (1815, 217, 2399, 302)
list-item: Pour faire fonctionner l’ouvre-porte de garage avec le NIP temporaire, appuyer sur le bouton ON/PROGRAMMATION (mise en marche/programmation) du clavier puis saisir le NIP temporaire. (606, 983, 1190, 1013)
warning-triangle-icon (1222, 1224, 1246, 1245)
es-warranty: Este producto tiene una garantía limitada de tres años. Puede consultar los detalles de la garantía en www.ryobitools.com (1853, 1361, 2361, 1399)
